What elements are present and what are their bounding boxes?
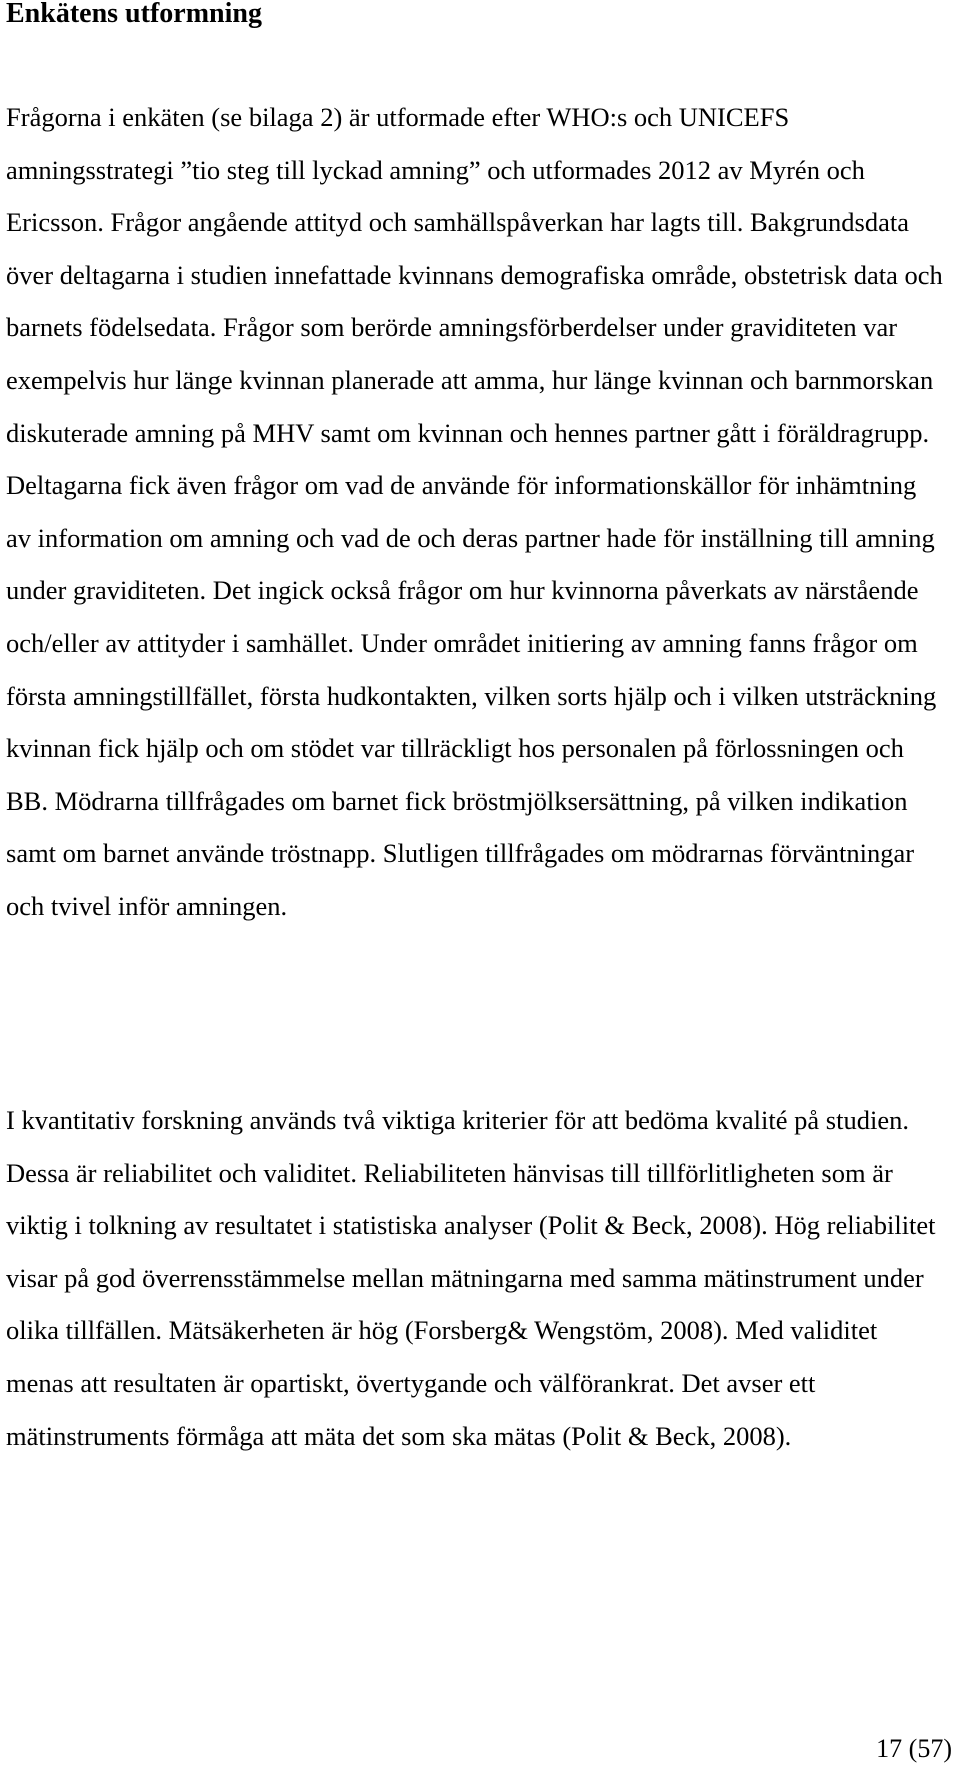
- paragraph-reliability-validity: I kvantitativ forskning används två viktiga kriterier för att bedöma kvalité på studien. Dessa är reliabilitet och validitet. Reliabiliteten hänvisas till tillförlitligheten som är viktig i tolkning av resultatet i statistiska analyser (Polit & Beck, 2008). Hög reliabilitet visar på god överrensstämmelse mellan mätningarna med samma mätinstrument under olika tillfällen. Mätsäkerheten är hög (Forsberg& Wengstöm, 2008). Med validitet menas att resultaten är opartiskt, övertygande och välförankrat. Det avser ett mätinstruments förmåga att mäta det som ska mätas (Polit & Beck, 2008).: [6, 1105, 936, 1451]
- section-heading: Enkätens utformning: [6, 0, 262, 29]
- paragraph-questionnaire-design: Frågorna i enkäten (se bilaga 2) är utformade efter WHO:s och UNICEFS amningsstrategi ”tio steg till lyckad amning” och utformades 2012 av Myrén och Ericsson. Frågor angående attityd och samhällspåverkan har lagts till. Bakgrundsdata över deltagarna i studien innefattade kvinnans demografiska område, obstetrisk data och barnets födelsedata. Frågor som berörde amningsförberdelser under graviditeten var exempelvis hur länge kvinnan planerade att amma, hur länge kvinnan och barnmorskan diskuterade amning på MHV samt om kvinnan och hennes partner gått i föräldragrupp. Deltagarna fick även frågor om vad de använde för informationskällor för inhämtning av information om amning och vad de och deras partner hade för inställning till amning under graviditeten. Det ingick också frågor om hur kvinnorna påverkats av närstående och/eller av attityder i samhället. Under området initiering av amning fanns frågor om första amningstillfället, första hudkontakten, vilken sorts hjälp och i vilken utsträckning kvinnan fick hjälp och om stödet var tillräckligt hos personalen på förlossningen och BB. Mödrarna tillfrågades om barnet fick bröstmjölksersättning, på vilken indikation samt om barnet använde tröstnapp. Slutligen tillfrågades om mödrarnas förväntningar och tvivel inför amningen.: [6, 102, 943, 921]
- page-number: 17 (57): [876, 1734, 952, 1763]
